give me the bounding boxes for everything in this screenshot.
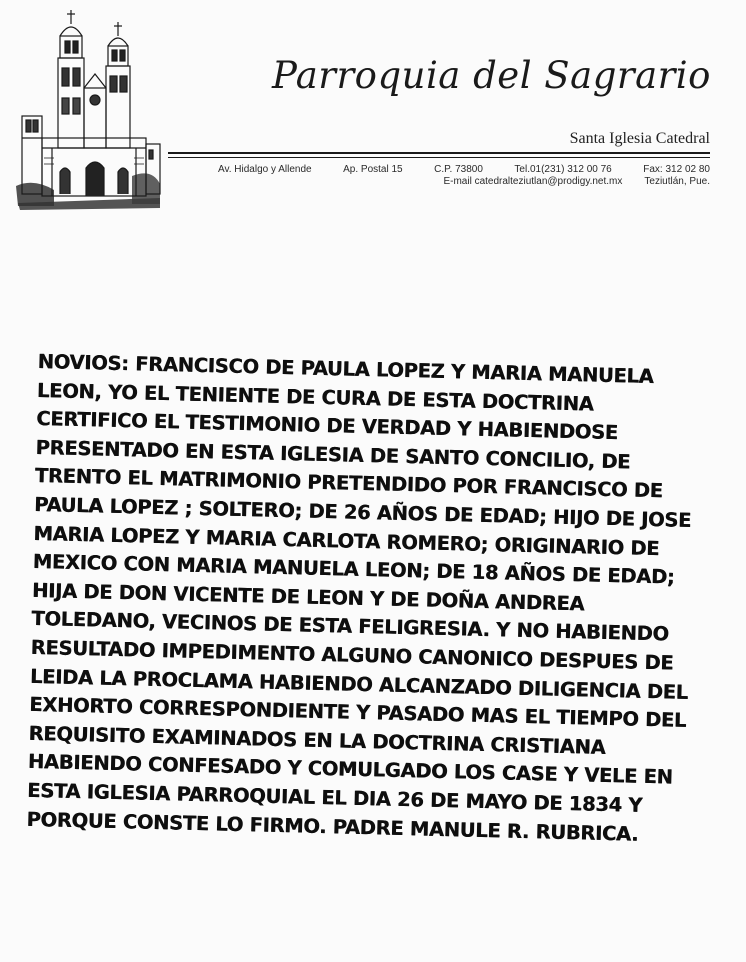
text-line: EXHORTO CORRESPONDIENTE Y PASADO MAS EL TIEMPO DEL <box>29 693 687 733</box>
text-line: PRESENTADO EN ESTA IGLESIA DE SANTO CONCILIO, DE <box>35 435 631 474</box>
text-line: RESULTADO IMPEDIMENTO ALGUNO CANONICO DESPUES DE <box>30 635 674 675</box>
address-postal-code: C.P. 73800 <box>434 164 483 175</box>
address-block <box>218 164 710 187</box>
text-line: LEIDA LA PROCLAMA HABIENDO ALCANZADO DILIGENCIA DEL <box>29 664 689 704</box>
text-line: REQUISITO EXAMINADOS EN LA DOCTRINA CRISTIANA <box>28 721 606 759</box>
text-line: HABIENDO CONFESADO Y COMULGADO LOS CASE Y VELE EN <box>27 750 673 789</box>
text-line: MEXICO CON MARIA MANUELA LEON; DE 18 AÑOS DE EDAD; <box>32 550 675 589</box>
text-line: MARIA LOPEZ Y MARIA CARLOTA ROMERO; ORIGINARIO DE <box>33 521 660 560</box>
header-rule <box>168 152 710 154</box>
address-phone: Tel.01(231) 312 00 76 <box>514 164 612 175</box>
text-line: CERTIFICO EL TESTIMONIO DE VERDAD Y HABIENDOSE <box>35 407 619 445</box>
text-line: NOVIOS: FRANCISCO DE PAULA LOPEZ Y MARIA MANUELA <box>37 349 654 389</box>
parish-subtitle: Santa Iglesia Catedral <box>569 130 710 147</box>
text-line: PAULA LOPEZ ; SOLTERO; DE 26 AÑOS DE EDAD; HIJO DE JOSE <box>33 492 692 532</box>
address-fax: Fax: 312 02 80 <box>643 164 710 175</box>
cathedral-drawing-icon <box>14 8 164 213</box>
text-line: TRENTO EL MATRIMONIO PRETENDIDO POR FRANCISCO DE <box>34 464 663 503</box>
text-line: TOLEDANO, VECINOS DE ESTA FELIGRESIA. Y NO HABIENDO <box>31 607 669 646</box>
address-email: E-mail catedralteziutlan@prodigy.net.mx <box>443 176 623 187</box>
certificate-text <box>26 348 706 850</box>
text-line: LEON, YO EL TENIENTE DE CURA DE ESTA DOCTRINA <box>36 378 594 416</box>
parish-title: Parroquia del Sagrario <box>272 54 711 97</box>
address-po-box: Ap. Postal 15 <box>343 164 403 175</box>
text-line: ESTA IGLESIA PARROQUIAL EL DIA 26 DE MAYO DE 1834 Y <box>26 778 643 817</box>
header-rule-thin <box>168 157 710 158</box>
text-line: HIJA DE DON VICENTE DE LEON Y DE DOÑA ANDREA <box>31 578 585 616</box>
address-city: Teziutlán, Pue. <box>644 176 710 187</box>
text-line: PORQUE CONSTE LO FIRMO. PADRE MANULE R. RUBRICA. <box>26 807 639 846</box>
address-street: Av. Hidalgo y Allende <box>218 164 312 175</box>
